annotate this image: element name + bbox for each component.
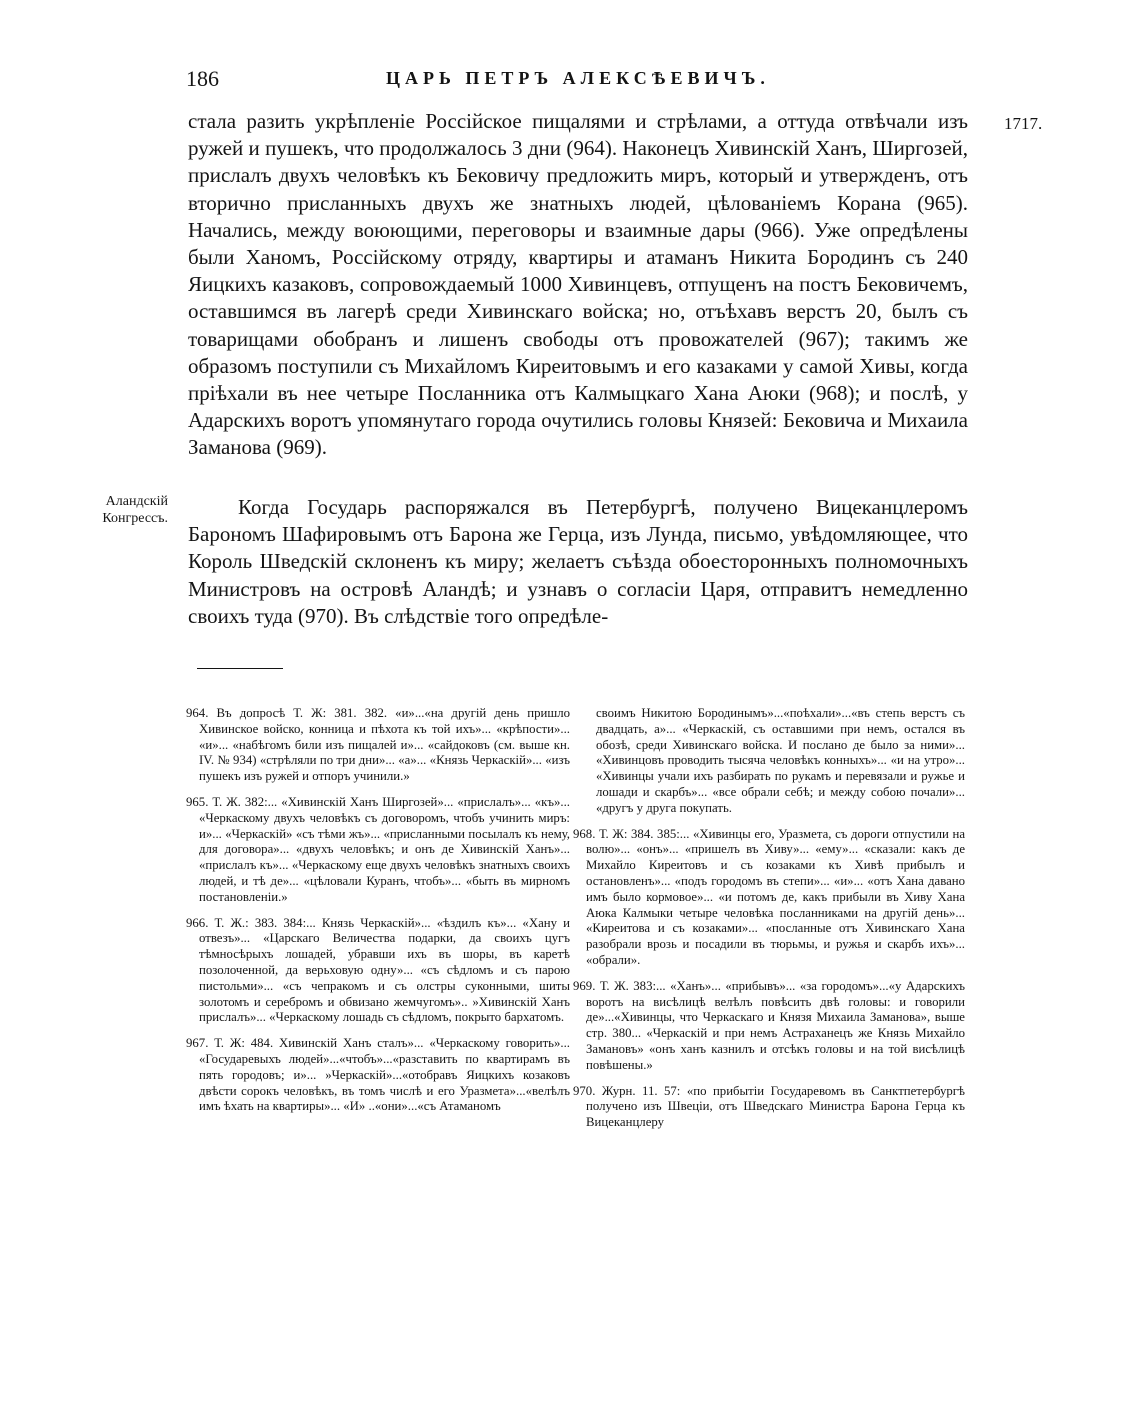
running-title: ЦАРЬ ПЕТРЪ АЛЕКСѢЕВИЧЪ. (386, 68, 770, 88)
main-paragraph-2: Когда Государь распоряжался въ Петербургѣ, получено Вицеканцлеромъ Барономъ Шафировымъ отъ Барона же Герца, изъ Лунда, письмо, увѣдомляющее, что Король Шведскiй склоненъ къ миру; желаетъ съѣзда обоесторонныхъ полномочныхъ Министровъ на островѣ Аландѣ; и узнавъ о согласiи Царя, отправитъ немедленно своихъ туда (970). Въ слѣдствiе того опредѣле- (188, 495, 968, 628)
margin-note-aland-congress: Аландскiй Конгрессъ. (102, 494, 168, 526)
year-marker: 1717. (1004, 114, 1043, 133)
footnotes-right-column (573, 706, 965, 1141)
page-header (186, 66, 786, 100)
footnote-967: 967. Т. Ж: 484. Хивинскiй Ханъ сталъ»... «Черкаскому говорить»... «Государевыхъ людей»...«чтобъ»...«разставить по квартирамъ въ пять городовъ; и»... »Черкаскiй»...«отобравъ Яицкихъ козаковъ двѣсти сорокъ человѣкъ, въ томъ числѣ и его Уразмета»...«велѣлъ имъ ѣхать на квартиры»... «И» ..«они»...«съ Атаманомъ (186, 1036, 570, 1114)
footnote-970: 970. Журн. 11. 57: «по прибытiи Государевомъ въ Санктпетербургѣ получено изъ Швецiи, отъ Шведскаго Министра Барона Герца къ Вицеканцлеру (573, 1083, 965, 1130)
footnote-967-continued: своимъ Никитою Бородинымъ»...«поѣхали»...«въ степь верстъ съ двадцать, а»... «Черкаскiй, съ оставшими при немъ, остался въ обозѣ, среди Хивинскаго войска. И послано де было за ними»... «Хивинцовъ проводить тысяча человѣкъ конныхъ»... «и на утро»... «Хивинцы учали ихъ разбирать по рукамъ и перевязали и ружье и лошади и скарбъ»... «все обрали себѣ; и между собою почали»... «другъ у друга покупать. (596, 706, 965, 815)
footnote-965: 965. Т. Ж. 382:... «Хивинскiй Ханъ Ширгозей»... «прислалъ»... «къ»... «Черкаскому двухъ человѣкъ съ договоромъ, чтобъ учинить миръ: и»... «Черкаскiй» «съ тѣми жъ»... «присланными посылалъ къ нему, для договора»... «двухъ человѣкъ; и онъ де Хивинскiй Ханъ»... «прислалъ къ»... «Черкаскому еще двухъ человѣкъ знатныхъ своихъ людей, и тѣ де»... «цѣловали Куранъ, чтобъ»... «быть въ мирномъ постановленiи.» (186, 794, 570, 904)
footnote-966: 966. Т. Ж.: 383. 384:... Князь Черкаскiй»... «ѣздилъ къ»... «Хану и отвезъ»... «Царскаго Величества подарки, да своихъ цугъ тѣмносѣрыхъ лошадей, убравши ихъ въ шоры, въ каретѣ позолоченной, да верьховую одну»... «съ сѣдломъ и съ парою пистольми»... «съ чепракомъ и съ олстры суконными, шиты золотомъ и серебромъ и обвизано жемчугомъ».. »Хивинскiй Ханъ прислалъ»... «Черкаскому лошадь съ сѣдломъ, покрыто бархатомъ. (186, 915, 570, 1025)
page-number: 186 (186, 66, 219, 91)
footnote-964: 964. Въ допросѣ Т. Ж: 381. 382. «и»...«на другiй день пришло Хивинское войско, конница и пѣхота къ той ихъ»... «крѣпости»... «и»... «набѣгомъ били изъ пищалей и»... «сайдоковъ (см. выше кн. IV. № 934) «стрѣляли по три дни»... «а»... «Князь Черкаскiй»... «изъ пушекъ изъ ружей и отпоръ учинили.» (186, 706, 570, 784)
main-paragraph-1: стала разить укрѣпленiе Россiйское пищалями и стрѣлами, а оттуда отвѣчали изъ ружей и пушекъ, что продолжалось 3 дни (964). Наконецъ Хивинскiй Ханъ, Ширгозей, прислалъ двухъ человѣкъ къ Бековичу предложить миръ, который и утвержденъ, отъ вторично присланныхъ двухъ же знатныхъ людей, цѣлованiемъ Корана (965). Начались, между воюющими, переговоры и взаимные дары (966). Уже опредѣлены были Ханомъ, Россiйскому отряду, квартиры и атаманъ Никита Бородинъ съ 240 Яицкихъ казаковъ, сопровождаемый 1000 Хивинцевъ, отпущенъ на постъ Бековичемъ, оставшимся въ лагерѣ среди Хивинскаго войска; но, отъѣхавъ верстъ 20, былъ съ товарищами обобранъ и лишенъ свободы отъ провожателей (967); такимъ же образомъ поступили съ Михайломъ Киреитовымъ и его казаками у самой Хивы, когда прiѣхали въ нее четыре Посланника отъ Калмыцкаго Хана Аюки (968); и послѣ, у Адарскихъ воротъ упомянутаго города очутились головы Князей: Бековича и Михаила Заманова (969). (188, 109, 968, 460)
footnote-divider (197, 668, 283, 669)
footnote-968: 968. Т. Ж: 384. 385:... «Хивинцы его, Уразмета, съ дороги отпустили на волю»... «онъ»... «пришелъ въ Хиву»... «ему»... «сказали: какъ де Михайло Киреитовъ и съ козаками къ Хивѣ прибылъ и остановленъ»... «подъ городомъ въ степи»... «и»... «отъ Хана давано имъ было кормовое»... «и потомъ де, какъ прибыли въ Хиву Хана Аюка Калмыки четыре человѣка посланниками на другiй день»... «Киреитова и съ козаками»... «посланные отъ Хивинскаго Хана разобрали врозь и посадили въ тюрьмы, и ружья и скарбъ ихъ»... «обрали». (573, 826, 965, 967)
footnotes-left-column (186, 706, 570, 1125)
footnote-969: 969. Т. Ж. 383:... «Ханъ»... «прибывъ»... «за городомъ»...«у Адарскихъ воротъ на висѣлицѣ велѣлъ повѣсить двѣ головы: и говорили де»...«Хивинцы, что Черкаскаго и Князя Михаила Заманова», выше стр. 380... «Черкаскiй и при немъ Астраханецъ же Князь Михайло Замановъ» «онъ ханъ казнилъ и отсѣкъ головы и на той висѣлицѣ повѣшены.» (573, 978, 965, 1072)
